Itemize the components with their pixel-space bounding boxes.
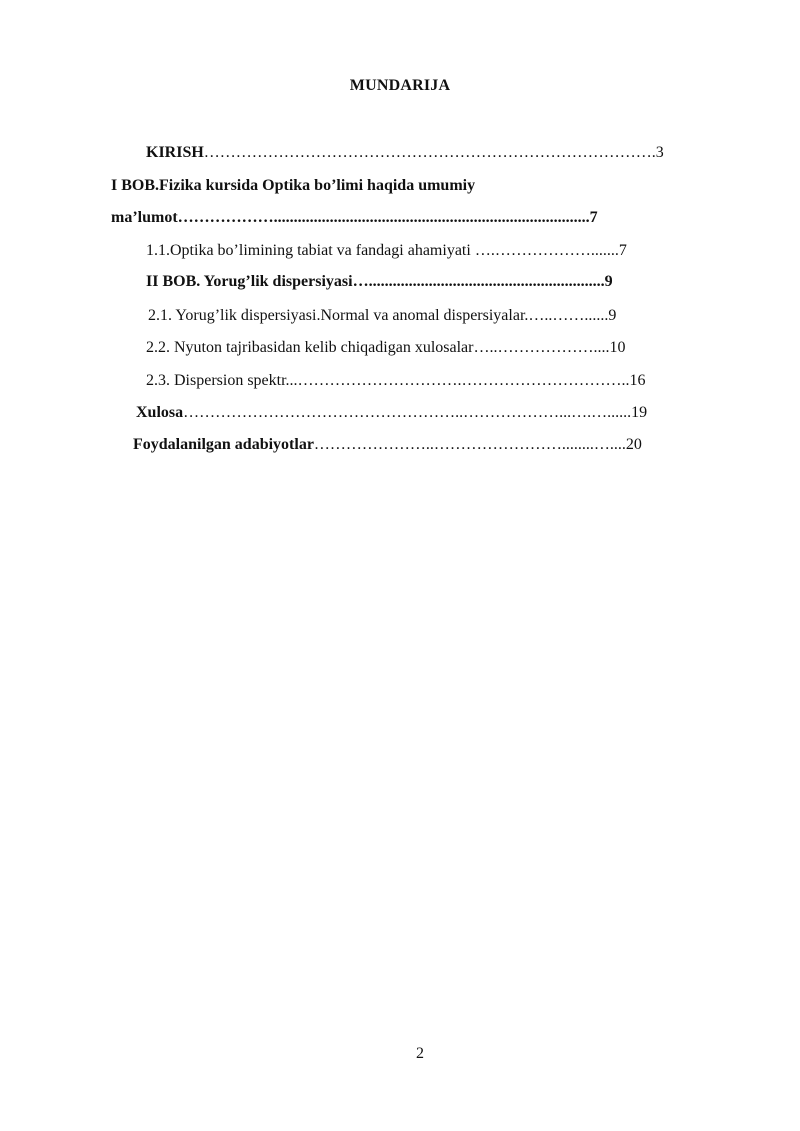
toc-entry-xulosa <box>136 403 647 423</box>
toc-page-number: 19 <box>631 404 648 421</box>
toc-leader: …........................................................... <box>352 273 605 290</box>
toc-leader: ...………………………….………………………….. <box>285 372 630 389</box>
toc-entry-label: Xulosa <box>136 404 184 421</box>
toc-entry-2-3 <box>146 371 646 391</box>
toc-leader: ….………………....... <box>470 242 619 259</box>
toc-page-number: 7 <box>589 209 598 226</box>
toc-entry-2-2 <box>146 338 625 358</box>
toc-entry-label: KIRISH <box>146 144 204 161</box>
document-title: MUNDARIJA <box>349 77 451 94</box>
toc-entry-label: 2.2. Nyuton tajribasidan kelib chiqadigan xulosalar <box>146 339 474 356</box>
toc-entry-kirish <box>146 143 664 163</box>
toc-page-number: 16 <box>629 372 646 389</box>
toc-entry-2-1 <box>148 306 616 326</box>
toc-entry-label: 2.1. Yorug’lik dispersiyasi.Normal va anomal dispersiyalar <box>148 307 525 324</box>
toc-entry-adabiyotlar <box>133 435 642 455</box>
toc-page-number: 3 <box>655 144 664 161</box>
toc-entry-bob1 <box>111 176 475 196</box>
toc-leader: .…..……...... <box>524 307 609 324</box>
toc-entry-label: Foydalanilgan adabiyotlar <box>133 436 314 453</box>
toc-page-number: 20 <box>625 436 642 453</box>
toc-entry-1-1 <box>146 241 627 261</box>
toc-leader: …..……………….... <box>473 339 610 356</box>
toc-entry-label: ma’lumot <box>111 209 178 226</box>
toc-entry-label: 1.1.Optika bo’limining tabiat va fandagi ahamiyati <box>146 242 471 259</box>
toc-leader: …………………………………………………………………………. <box>203 144 656 161</box>
toc-entry-label: II BOB. Yorug’lik dispersiyasi <box>146 273 353 290</box>
toc-page-number: 10 <box>609 339 626 356</box>
toc-page-number: 7 <box>618 242 627 259</box>
toc-leader: ………………............................................................................... <box>177 209 590 226</box>
toc-entry-label: 2.3. Dispersion spektr <box>146 372 286 389</box>
toc-entry-bob1-cont <box>111 208 598 228</box>
toc-leader: ……………………………………………..………………...….…...... <box>183 404 632 421</box>
toc-entry-bob2 <box>146 272 613 292</box>
toc-page-number: 9 <box>604 273 613 290</box>
toc-page-number: 9 <box>608 307 617 324</box>
toc-leader: …………………..……………………........….... <box>313 436 626 453</box>
page-number: 2 <box>416 1045 424 1062</box>
toc-entry-label: I BOB.Fizika kursida Optika bo’limi haqida umumiy <box>111 177 476 194</box>
